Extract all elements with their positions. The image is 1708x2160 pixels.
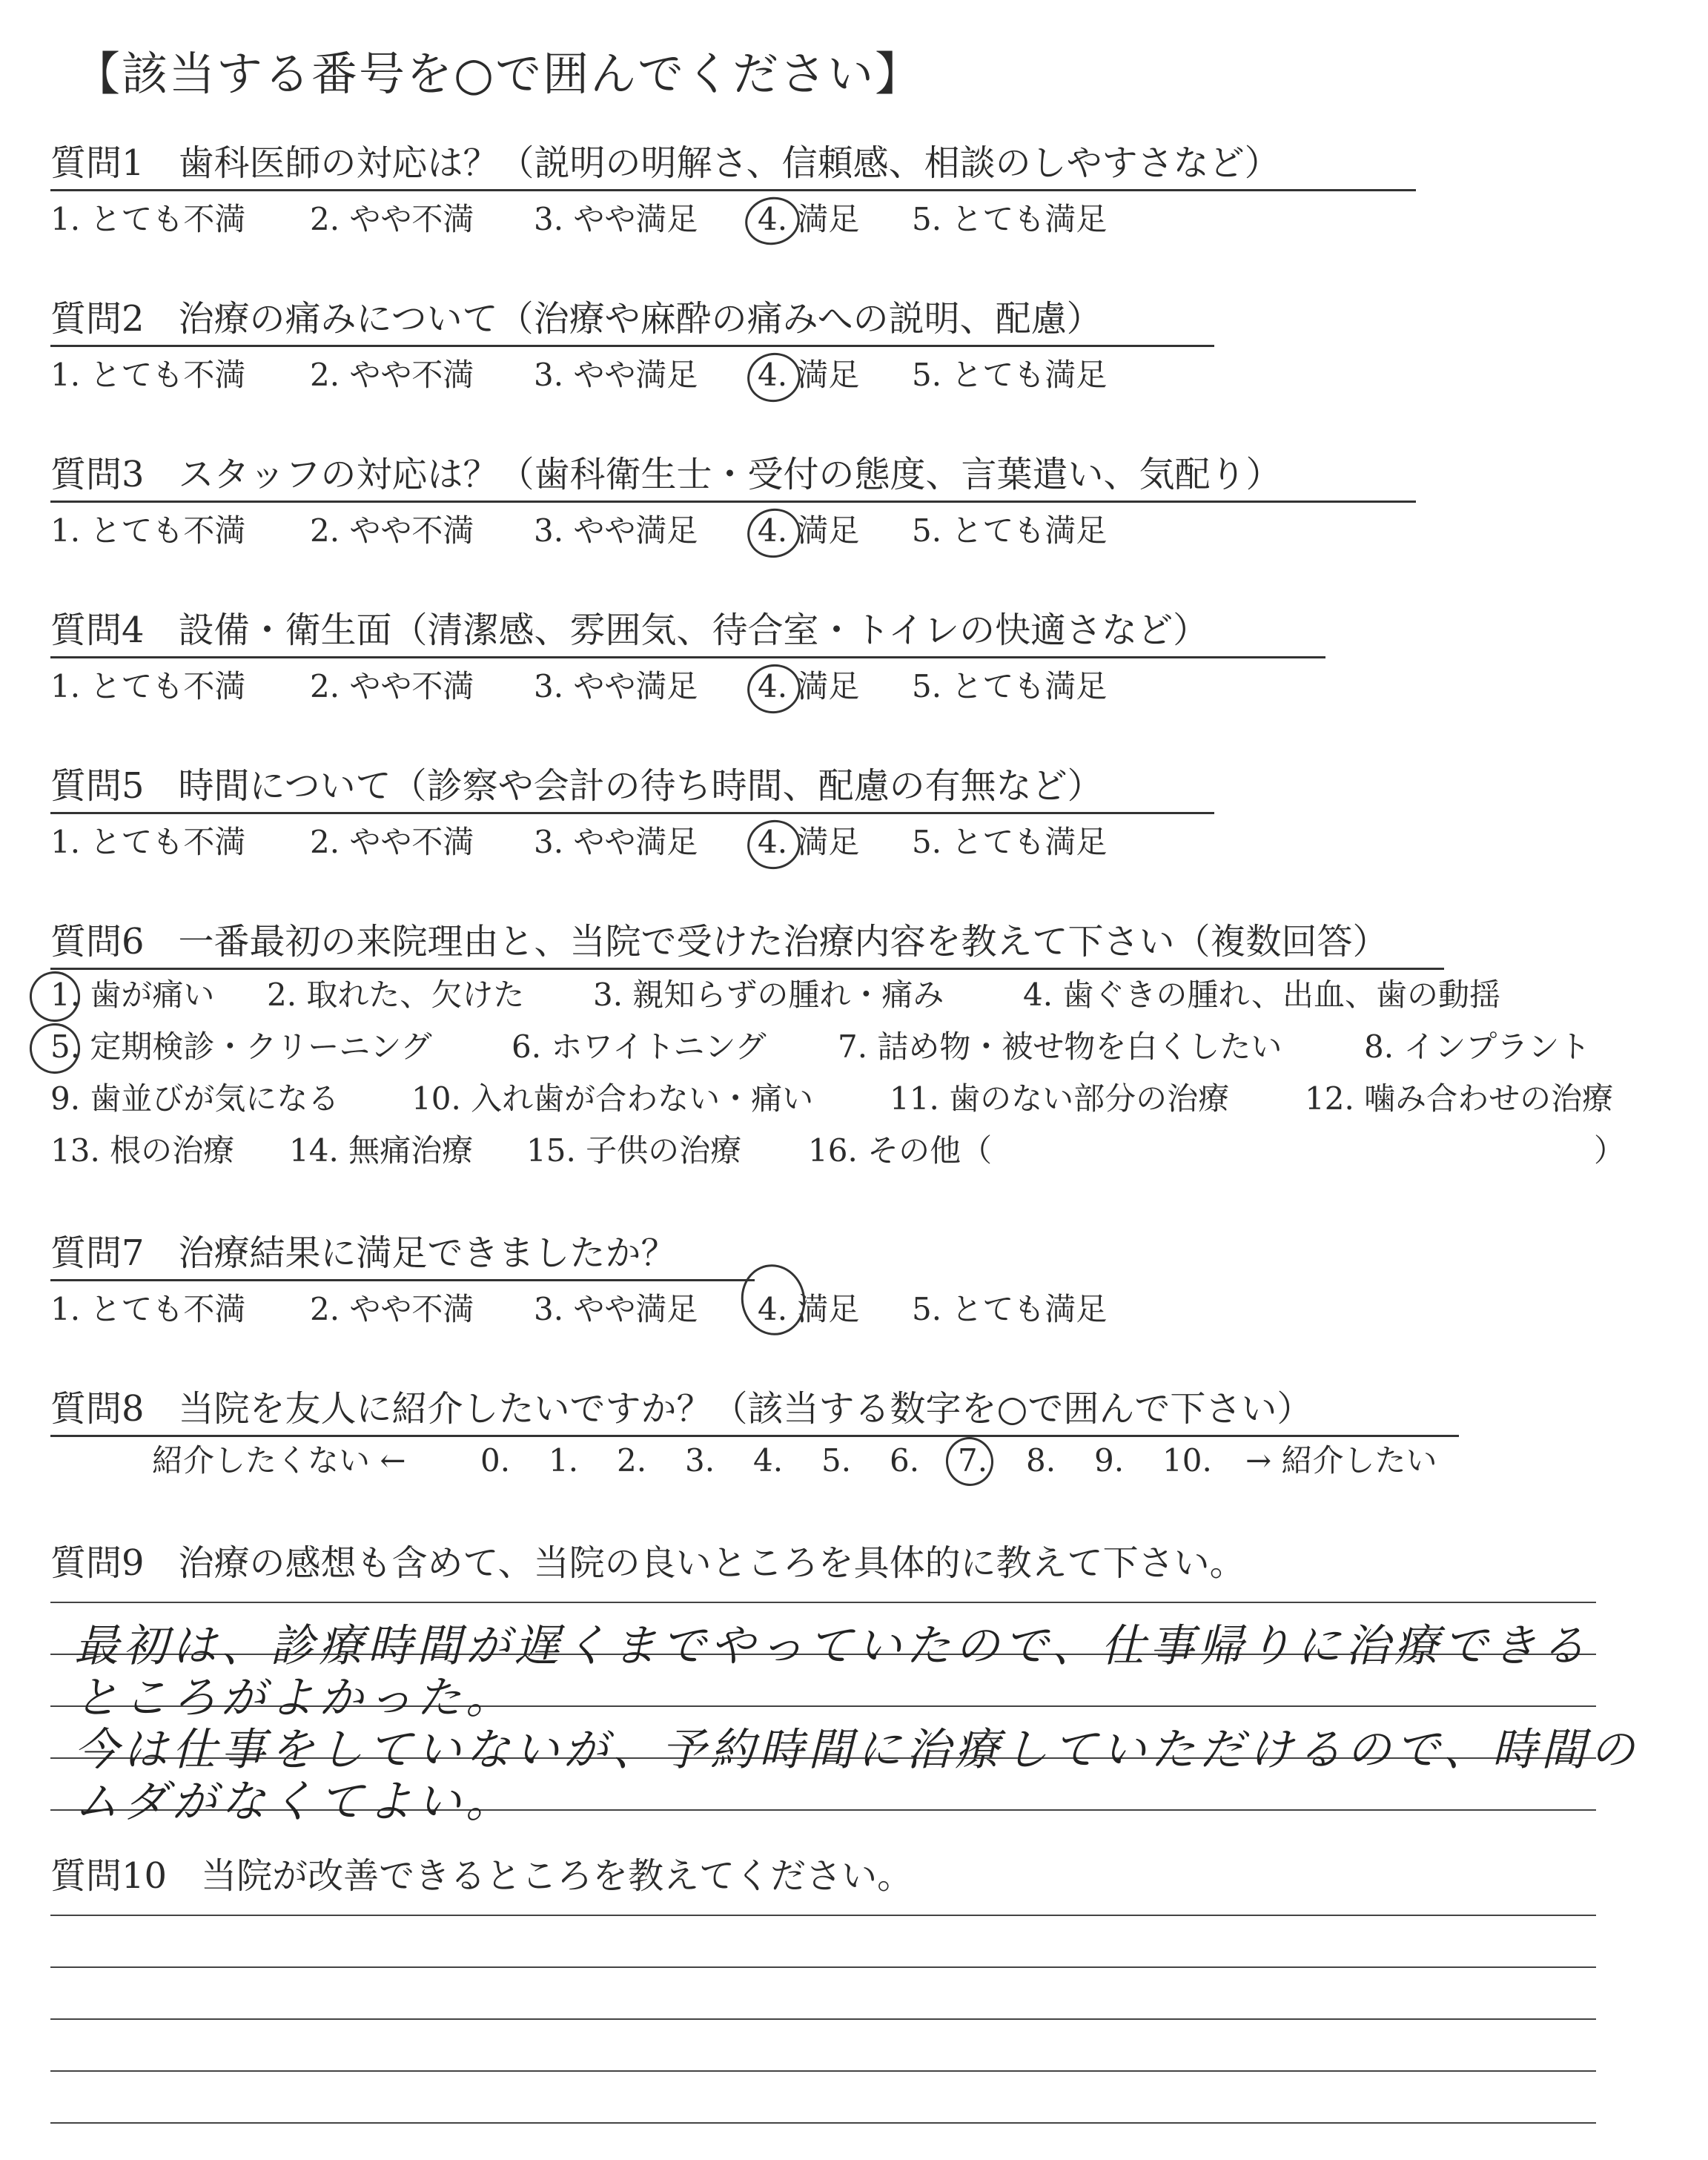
- question-text: 一番最初の来院理由と、当院で受けた治療内容を教えて下さい（複数回答）: [178, 921, 1388, 962]
- option-13[interactable]: 13. 根の治療: [50, 1132, 235, 1169]
- option-1[interactable]: 1. とても不満: [50, 201, 246, 237]
- option-2[interactable]: 2. やや不満: [310, 512, 474, 549]
- option-7[interactable]: 7. 詰め物・被せ物を白くしたい: [838, 1028, 1282, 1065]
- answer-line: [50, 1602, 1596, 1603]
- scale-8[interactable]: 8.: [1026, 1442, 1056, 1479]
- answer-line[interactable]: [50, 2018, 1596, 2020]
- option-5[interactable]: 5. とても満足: [912, 512, 1108, 549]
- question-underline: [50, 812, 1214, 814]
- answer-line[interactable]: [50, 1966, 1596, 1968]
- option-1[interactable]: 1. 歯が痛い: [50, 977, 215, 1013]
- scale-4[interactable]: 4.: [753, 1442, 784, 1479]
- option-3[interactable]: 3. 親知らずの腫れ・痛み: [593, 977, 944, 1013]
- option-4[interactable]: 4. 満足: [758, 824, 860, 860]
- question-number: 質問5: [50, 765, 145, 807]
- option-3[interactable]: 3. やや満足: [534, 201, 698, 237]
- question-6-heading: [50, 919, 1388, 964]
- option-1[interactable]: 1. とても不満: [50, 512, 246, 549]
- answer-line[interactable]: [50, 2070, 1596, 2072]
- option-4[interactable]: 4. 満足: [758, 512, 860, 549]
- question-underline: [50, 189, 1416, 191]
- question-number: 質問2: [50, 298, 145, 340]
- scale-1[interactable]: 1.: [549, 1442, 579, 1479]
- option-3[interactable]: 3. やや満足: [534, 668, 698, 704]
- question-text: 当院が改善できるところを教えてください。: [201, 1855, 913, 1897]
- question-number: 質問6: [50, 921, 145, 962]
- question-text: 治療の痛みについて（治療や麻酔の痛みへの説明、配慮）: [178, 298, 1102, 340]
- option-8[interactable]: 8. インプラント: [1364, 1028, 1591, 1065]
- scale-10[interactable]: 10.: [1162, 1442, 1212, 1479]
- option-3[interactable]: 3. やや満足: [534, 512, 698, 549]
- option-5[interactable]: 5. とても満足: [912, 668, 1108, 704]
- question-underline: [50, 501, 1416, 503]
- question-underline: [50, 1279, 755, 1281]
- option-3[interactable]: 3. やや満足: [534, 1291, 698, 1327]
- scale-right-label: → 紹介したい: [1245, 1442, 1437, 1479]
- question-text: 歯科医師の対応は？（説明の明解さ、信頼感、相談のしやすさなど）: [178, 142, 1280, 184]
- option-1[interactable]: 1. とても不満: [50, 824, 246, 860]
- question-number: 質問9: [50, 1542, 145, 1584]
- question-underline: [50, 968, 1444, 970]
- option-14[interactable]: 14. 無痛治療: [289, 1132, 474, 1169]
- option-4[interactable]: 4. 満足: [758, 201, 860, 237]
- option-4[interactable]: 4. 歯ぐきの腫れ、出血、歯の動揺: [1023, 977, 1500, 1013]
- scale-9[interactable]: 9.: [1094, 1442, 1125, 1479]
- option-1[interactable]: 1. とても不満: [50, 668, 246, 704]
- option-15[interactable]: 15. 子供の治療: [526, 1132, 742, 1169]
- scale-7[interactable]: 7.: [958, 1442, 988, 1479]
- option-2[interactable]: 2. やや不満: [310, 357, 474, 393]
- question-number: 質問4: [50, 610, 145, 651]
- scale-left-label: 紹介したくない ←: [152, 1442, 406, 1479]
- question-7-heading: [50, 1231, 677, 1275]
- question-text: 治療結果に満足できましたか？: [178, 1232, 677, 1274]
- option-4[interactable]: 4. 満足: [758, 1291, 860, 1327]
- option-5[interactable]: 5. とても満足: [912, 1291, 1108, 1327]
- option-2[interactable]: 2. やや不満: [310, 1291, 474, 1327]
- question-2-heading: [50, 297, 1102, 341]
- option-11[interactable]: 11. 歯のない部分の治療: [890, 1080, 1230, 1117]
- question-text: 当院を友人に紹介したいですか？（該当する数字を○で囲んで下さい）: [178, 1388, 1313, 1430]
- option-5[interactable]: 5. 定期検診・クリーニング: [50, 1028, 432, 1065]
- question-underline: [50, 1435, 1459, 1437]
- scale-5[interactable]: 5.: [821, 1442, 852, 1479]
- question-number: 質問7: [50, 1232, 145, 1274]
- option-16[interactable]: 16. その他（: [808, 1132, 993, 1169]
- question-1-heading: [50, 141, 1280, 185]
- question-number: 質問10: [50, 1855, 168, 1897]
- option-3[interactable]: 3. やや満足: [534, 824, 698, 860]
- question-text: 治療の感想も含めて、当院の良いところを具体的に教えて下さい。: [178, 1542, 1245, 1584]
- selection-circle: [941, 1433, 998, 1490]
- option-2[interactable]: 2. 取れた、欠けた: [267, 977, 525, 1013]
- question-text: スタッフの対応は？（歯科衛生士・受付の態度、言葉遣い、気配り）: [178, 454, 1282, 495]
- scale-2[interactable]: 2.: [617, 1442, 647, 1479]
- option-2[interactable]: 2. やや不満: [310, 824, 474, 860]
- page-title: 【該当する番号を○で囲んでください】: [74, 47, 923, 101]
- scale-6[interactable]: 6.: [890, 1442, 920, 1479]
- option-5[interactable]: 5. とても満足: [912, 201, 1108, 237]
- question-underline: [50, 656, 1325, 658]
- handwritten-answer-line: ところがよかった。: [74, 1672, 514, 1724]
- option-12[interactable]: 12. 噛み合わせの治療: [1305, 1080, 1614, 1117]
- option-1[interactable]: 1. とても不満: [50, 357, 246, 393]
- question-4-heading: [50, 608, 1208, 653]
- option-5[interactable]: 5. とても満足: [912, 357, 1108, 393]
- question-underline: [50, 345, 1214, 347]
- question-9-heading: [50, 1541, 1245, 1585]
- answer-line[interactable]: [50, 2122, 1596, 2124]
- handwritten-answer-line: 最初は、診療時間が遅くまでやっていたので、仕事帰りに治療できる: [74, 1620, 1590, 1672]
- question-3-heading: [50, 452, 1282, 497]
- answer-line[interactable]: [50, 1915, 1596, 1916]
- option-5[interactable]: 5. とても満足: [912, 824, 1108, 860]
- question-text: 時間について（診察や会計の待ち時間、配慮の有無など）: [178, 765, 1103, 807]
- handwritten-answer-line: ムダがなくてよい。: [74, 1776, 514, 1828]
- option-1[interactable]: 1. とても不満: [50, 1291, 246, 1327]
- scale-0[interactable]: 0.: [480, 1442, 511, 1479]
- option-16-close: ）: [1594, 1132, 1626, 1169]
- option-6[interactable]: 6. ホワイトニング: [512, 1028, 767, 1065]
- handwritten-answer-line: 今は仕事をしていないが、予約時間に治療していただけるので、時間の: [74, 1724, 1639, 1776]
- question-number: 質問1: [50, 142, 145, 184]
- question-5-heading: [50, 764, 1103, 808]
- option-2[interactable]: 2. やや不満: [310, 201, 474, 237]
- option-10[interactable]: 10. 入れ歯が合わない・痛い: [411, 1080, 814, 1117]
- option-9[interactable]: 9. 歯並びが気になる: [50, 1080, 340, 1117]
- question-10-heading: [50, 1854, 913, 1898]
- question-8-heading: [50, 1387, 1312, 1431]
- question-number: 質問8: [50, 1388, 145, 1430]
- option-4[interactable]: 4. 満足: [758, 668, 860, 704]
- option-3[interactable]: 3. やや満足: [534, 357, 698, 393]
- question-text: 設備・衛生面（清潔感、雰囲気、待合室・トイレの快適さなど）: [178, 610, 1209, 651]
- scale-3[interactable]: 3.: [685, 1442, 715, 1479]
- option-4[interactable]: 4. 満足: [758, 357, 860, 393]
- selection-circle: [735, 1258, 812, 1341]
- option-2[interactable]: 2. やや不満: [310, 668, 474, 704]
- question-number: 質問3: [50, 454, 145, 495]
